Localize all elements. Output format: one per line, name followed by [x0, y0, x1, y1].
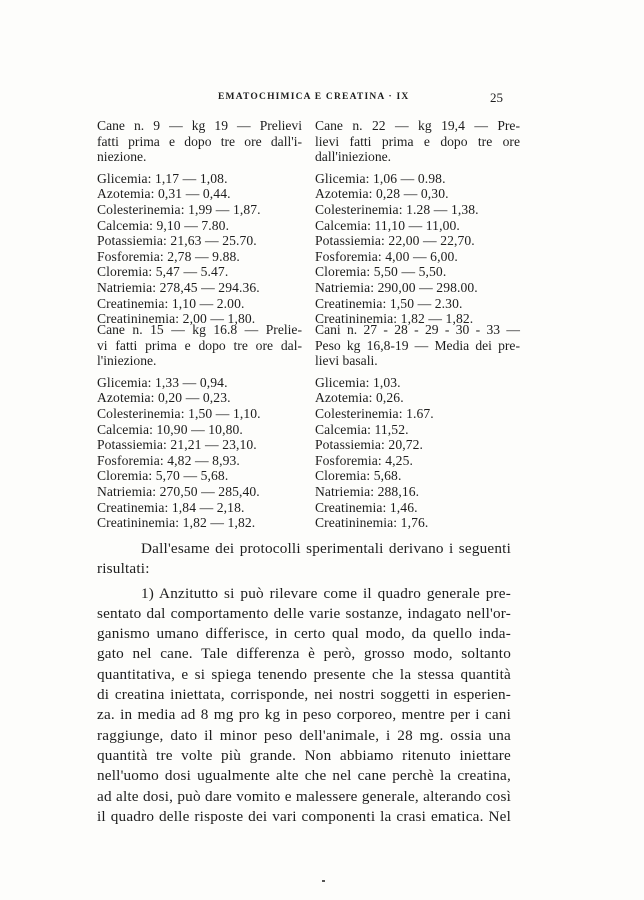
intro-line: Peso kg 16,8-19 — Media dei pre- [315, 337, 520, 353]
dog-22-measurements [315, 171, 520, 327]
measurement-row: Azotemia: 0,28 — 0,30. [315, 186, 449, 202]
body-line: gato nel cane. Tale differenza è però, grosso modo, soltanto [97, 645, 511, 663]
measurement-row: Natriemia: 278,45 — 294.36. [97, 279, 260, 295]
measurement-row: Creatinemia: 1,84 — 2,18. [97, 499, 245, 515]
measurement-row: Fosforemia: 4,00 — 6,00. [315, 248, 458, 264]
measurement-row: Calcemia: 11,52. [315, 421, 409, 437]
intro-line: lievi basali. [315, 353, 378, 369]
measurement-row: Cloremia: 5,50 — 5,50. [315, 264, 447, 280]
body-line: risultati: [97, 560, 150, 578]
dog-22-intro [315, 118, 520, 165]
measurement-row: Natriemia: 270,50 — 285,40. [97, 483, 260, 499]
measurement-row: Creatinemia: 1,10 — 2.00. [97, 295, 245, 311]
body-line: il quadro delle risposte dei vari componenti la crasi ematica. Nel [97, 807, 511, 825]
measurement-row: Colesterinemia: 1,50 — 1,10. [97, 405, 261, 421]
measurement-row: Natriemia: 288,16. [315, 483, 420, 499]
measurement-row: Azotemia: 0,20 — 0,23. [97, 390, 231, 406]
intro-line: lievi fatti prima e dopo tre ore [315, 133, 520, 149]
measurement-row: Creatinemia: 1,50 — 2.30. [315, 295, 463, 311]
dog-9-protocol [97, 118, 302, 327]
intro-line: vi fatti prima e dopo tre ore dal- [97, 337, 302, 353]
page-number: 25 [490, 90, 503, 105]
measurement-row: Colesterinemia: 1,99 — 1,87. [97, 201, 261, 217]
measurement-row: Potassiemia: 22,00 — 22,70. [315, 233, 475, 249]
measurement-row: Potassiemia: 21,21 — 23,10. [97, 437, 257, 453]
measurement-row: Azotemia: 0,31 — 0,44. [97, 186, 231, 202]
measurement-row: Cloremia: 5,70 — 5,68. [97, 468, 229, 484]
measurement-row: Colesterinemia: 1.67. [315, 405, 434, 421]
measurement-row: Creatininemia: 1,82 — 1,82. [315, 311, 474, 327]
measurement-row: Natriemia: 290,00 — 298.00. [315, 279, 478, 295]
measurement-row: Creatininemia: 2,00 — 1,80. [97, 311, 256, 327]
measurement-row: Fosforemia: 2,78 — 9.88. [97, 248, 240, 264]
measurement-row: Calcemia: 9,10 — 7.80. [97, 217, 230, 233]
measurement-row: Potassiemia: 20,72. [315, 437, 424, 453]
measurement-row: Glicemia: 1,06 — 0.98. [315, 170, 446, 186]
measurement-row: Glicemia: 1,17 — 1,08. [97, 170, 228, 186]
paragraph-result-1 [97, 584, 511, 828]
dog-15-intro [97, 322, 302, 369]
dog-15-protocol [97, 322, 302, 531]
measurement-row: Glicemia: 1,03. [315, 374, 401, 390]
measurement-row: Azotemia: 0,26. [315, 390, 404, 406]
body-line: ad alte dosi, può dare vomito e malessere generale, alterando così [97, 787, 511, 805]
body-line: quantitativa, e si spiega tenendo presente che la stessa quantità [97, 665, 511, 683]
body-line: nell'uomo dosi ugualmente alte che nel cane perchè la creatina, [97, 767, 511, 785]
dog-9-measurements [97, 171, 302, 327]
running-title: EMATOCHIMICA E CREATINA · IX [218, 92, 410, 102]
dog-15-measurements [97, 375, 302, 531]
measurement-row: Cloremia: 5,68. [315, 468, 402, 484]
dog-22-protocol [315, 118, 520, 327]
intro-line: Cane n. 9 — kg 19 — Prelievi [97, 118, 302, 133]
measurement-row: Cloremia: 5,47 — 5.47. [97, 264, 229, 280]
body-line: raggiunge, dato il minor peso dell'animale, i 28 mg. ossia una [97, 726, 511, 744]
measurement-row: Calcemia: 10,90 — 10,80. [97, 421, 243, 437]
body-line: sentato dal comportamento delle varie sostanze, indagato nell'or- [97, 604, 511, 622]
page-header [0, 90, 644, 110]
intro-line: Cane n. 22 — kg 19,4 — Pre- [315, 118, 520, 133]
intro-line: Cane n. 15 — kg 16.8 — Prelie- [97, 322, 302, 337]
body-line: quantità tre volte più grande. Non abbiamo ritenuto iniettare [97, 746, 511, 764]
dogs-baseline-measurements [315, 375, 520, 531]
measurement-row: Fosforemia: 4,25. [315, 452, 413, 468]
dog-9-intro [97, 118, 302, 165]
intro-line: fatti prima e dopo tre ore dall'i- [97, 133, 302, 149]
body-line: ganismo umano differisce, in certo qual modo, da quello inda- [97, 625, 511, 643]
measurement-row: Creatinemia: 1,46. [315, 499, 418, 515]
dogs-baseline-average [315, 322, 520, 531]
body-line: 1) Anzitutto si può rilevare come il quadro generale pre- [141, 584, 511, 602]
measurement-row: Glicemia: 1,33 — 0,94. [97, 374, 228, 390]
body-text [97, 539, 511, 827]
measurement-row: Creatininemia: 1,76. [315, 515, 429, 531]
intro-line: l'iniezione. [97, 353, 157, 369]
paragraph-results-intro [97, 539, 511, 580]
body-line: Dall'esame dei protocolli sperimentali derivano i seguenti [141, 540, 511, 557]
body-line: di creatina iniettata, corrisponde, nei nostri soggetti in esperien- [97, 686, 511, 704]
measurement-row: Creatininemia: 1,82 — 1,82. [97, 515, 256, 531]
measurement-row: Colesterinemia: 1.28 — 1,38. [315, 201, 479, 217]
measurement-row: Fosforemia: 4,82 — 8,93. [97, 452, 240, 468]
dogs-baseline-intro [315, 322, 520, 369]
intro-line: niezione. [97, 149, 147, 165]
intro-line: Cani n. 27 - 28 - 29 - 30 - 33 — [315, 322, 520, 337]
body-line: za. in media ad 8 mg pro kg in peso corporeo, mentre per i cani [97, 706, 511, 724]
measurement-row: Calcemia: 11,10 — 11,00. [315, 217, 460, 233]
measurement-row: Potassiemia: 21,63 — 25.70. [97, 233, 257, 249]
print-mark [322, 880, 325, 882]
intro-line: dall'iniezione. [315, 149, 392, 165]
